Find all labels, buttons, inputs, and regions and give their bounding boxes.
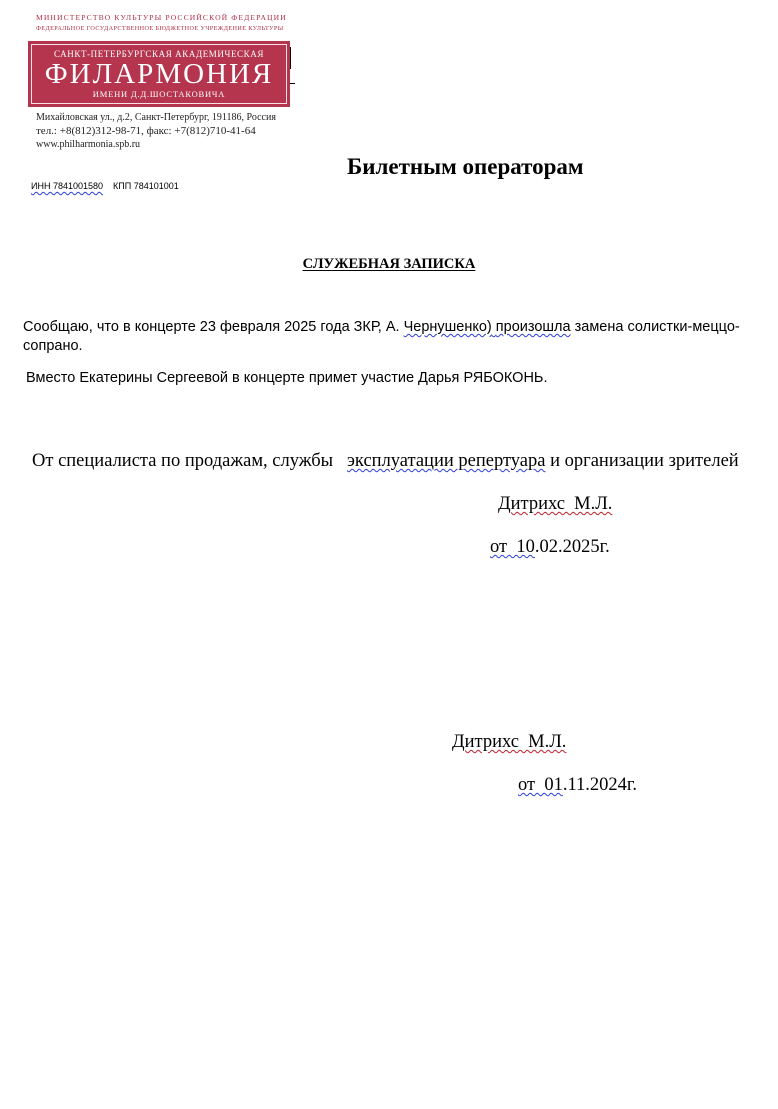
signer-name-1 — [498, 494, 612, 515]
ministry-header: МИНИСТЕРСТВО КУЛЬТУРЫ РОССИЙСКОЙ ФЕДЕРАЦИИ — [36, 13, 287, 22]
memo-title — [0, 256, 778, 273]
conductor-name: Чернушенко) — [403, 319, 492, 335]
tax-ids — [31, 181, 179, 191]
philharmonia-logo — [28, 41, 290, 107]
address-line: Михайловская ул., д.2, Санкт-Петербург, 191186, Россия — [36, 112, 276, 123]
agency-header: ФЕДЕРАЛЬНОЕ ГОСУДАРСТВЕННОЕ БЮДЖЕТНОЕ УЧРЕЖДЕНИЕ КУЛЬТУРЫ — [36, 25, 284, 32]
body-paragraph-2: Вместо Екатерины Сергеевой в концерте примет участие Дарья РЯБОКОНЬ. — [26, 370, 548, 386]
para1-text-a: Сообщаю, что в концерте 23 февраля 2025 года ЗКР, А. — [23, 319, 404, 335]
memo-title-text: СЛУЖЕБНАЯ ЗАПИСКА — [302, 256, 476, 272]
sender-line — [32, 451, 739, 472]
date2-prefix: от 01 — [518, 775, 563, 795]
signature-date-1 — [490, 537, 610, 558]
signer-name-1-text: Дитрихс М.Л. — [498, 494, 613, 514]
recipient-heading: Билетным операторам — [347, 154, 584, 179]
para1-text-b: замена солистки-меццо-сопрано. — [23, 319, 740, 354]
website-line: www.philharmonia.spb.ru — [36, 139, 141, 150]
logo-title: ФИЛАРМОНИЯ — [44, 58, 274, 90]
kpp-number: КПП 784101001 — [113, 181, 179, 191]
logo-subtitle: САНКТ-ПЕТЕРБУРГСКАЯ АКАДЕМИЧЕСКАЯ — [54, 49, 264, 59]
phone-fax-line: тел.: +8(812)312-98-71, факс: +7(812)710-41-64 — [36, 125, 256, 137]
logo-dedication: ИМЕНИ Д.Д.ШОСТАКОВИЧА — [92, 89, 226, 99]
para1-verb: произошла — [495, 319, 571, 335]
sender-text-a: От специалиста по продажам, службы — [32, 451, 347, 471]
text-cursor — [290, 47, 291, 69]
date1-prefix: от 10 — [490, 537, 535, 557]
inn-number: ИНН 7841001580 — [31, 181, 104, 191]
signature-date-2 — [518, 775, 637, 796]
body-paragraph-1 — [23, 318, 753, 356]
signer-name-2-text: Дитрихс М.Л. — [452, 732, 567, 752]
underscore-mark — [290, 83, 295, 84]
signer-name-2 — [452, 732, 566, 753]
date1-rest: .02.2025г. — [534, 537, 610, 557]
sender-text-c: и организации зрителей — [545, 451, 739, 471]
date2-rest: .11.2024г. — [562, 775, 638, 795]
sender-department: эксплуатации репертуара — [346, 451, 546, 471]
